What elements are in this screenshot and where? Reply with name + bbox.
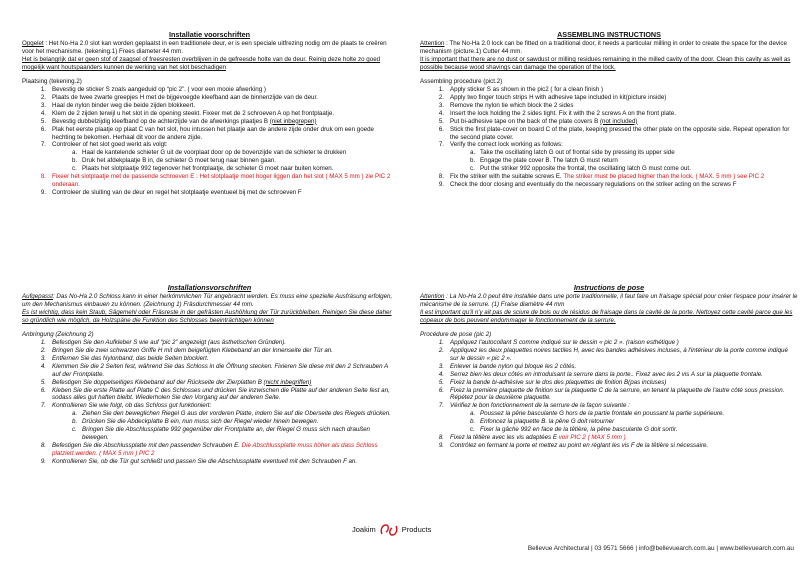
- step-text: Befestigen Sie doppelseitiges Klebeband auf der Rückseite der Zierplatten B: [52, 378, 264, 386]
- logo-text-right: Products: [401, 525, 432, 535]
- step-text: Apply two finger touch strips H with adhesive tape included in kit(picture inside): [450, 93, 667, 101]
- step-item: [40, 125, 397, 142]
- step-number: 2.: [438, 346, 444, 354]
- step-number: 2.: [438, 93, 444, 101]
- step-number: 7.: [438, 141, 444, 149]
- substep-item: [470, 418, 798, 426]
- substep-text: Druk het afdekplaatje B in, de schieter G moet terug naar binnen gaan.: [82, 157, 276, 165]
- step-item: [438, 378, 798, 387]
- substep-letter: c.: [470, 165, 475, 173]
- section-title: ASSEMBLING INSTRUCTIONS: [557, 30, 661, 39]
- substep-text: Poussez la pêne basculante G hors de la partie frontale en poussant la partie supérieure.: [480, 410, 725, 418]
- substep-item: [72, 157, 397, 165]
- step-item: [40, 173, 397, 189]
- step-list: [22, 86, 397, 197]
- substep-letter: b.: [72, 157, 78, 165]
- step-item: [438, 402, 798, 434]
- footer-contact: Bellevue Architectural | 03 9571 5666 | info@bellevuearch.com.au | www.bellevuearch.com.au: [527, 545, 794, 552]
- quadrant-german: [22, 283, 397, 466]
- step-extra: (nicht inbegriffen): [263, 378, 312, 386]
- step-number: 6.: [438, 125, 444, 133]
- step-number: 3.: [438, 101, 444, 109]
- step-number: 4.: [40, 362, 46, 370]
- step-text: Stick the first plate-cover on board C of the plate, keeping pressed the other plate on the opposite side. Repeat operation for the second plate cover.: [450, 125, 790, 141]
- step-item: [40, 141, 397, 173]
- step-text: Appliquez les deux plaquettes noires tactiles H, avec les bandes adhésives incluses, à l'intérieur de la porte comme indiqué sur le dessin « pic 2 ».: [450, 346, 788, 362]
- substep-text: Engage the plate cover B. The latch G must return: [480, 157, 618, 165]
- step-text: Fixez la bande bi-adhésive sur le dos des plaquettes de finition B(pas incluses): [450, 378, 667, 386]
- intro-warning: Het is belangrijk dat er geen stof of zaagsel of freesresten overblijven in de gefreesde holte van de deur. Reinig deze holte zo goed mogelijk want houtspaanders kunnen de werking van het slot beschadigen: [22, 56, 381, 72]
- step-item: [40, 346, 397, 355]
- intro-label: Attention: [420, 293, 445, 301]
- step-number: 9.: [438, 181, 444, 189]
- quadrant-dutch: [22, 30, 397, 197]
- step-item: [438, 386, 798, 403]
- substep-text: Put the striker 992 opposite the frontal, the oscillating latch G must come out.: [480, 165, 691, 173]
- procedure-heading: Assembling procedure (pict.2): [420, 77, 503, 85]
- logo-mark-icon: [379, 523, 399, 537]
- step-item: [40, 189, 397, 197]
- substep-text: Ziehen Sie den beweglichen Riegel G aus der vorderen Platte, indem Sie auf die Oberseite des Riegels drücken.: [82, 410, 391, 418]
- step-text: Plak het eerste plaatje op plaat C van het slot, hou intussen het plaatje aan de andere zijde onder druk om een goede hechting te bekomen. Herhaal dit voor de andere zijde.: [52, 125, 374, 141]
- section-title: Installationsvorschriften: [167, 283, 252, 292]
- step-number: 7.: [438, 402, 444, 410]
- substep-item: [72, 165, 397, 173]
- step-number: 5.: [438, 117, 444, 125]
- intro-paragraph: [420, 40, 798, 56]
- substep-letter: c.: [470, 426, 475, 434]
- intro-text: : La No-Ha 2.0 peut être installée dans une porte traditionnelle, il faut faire un fraisage spécial pour créer l'espace pour insérer le mécanisme de la serrure. (1) Fraise diamètre 44 mm: [420, 293, 798, 309]
- substep-letter: b.: [470, 418, 476, 426]
- step-number: 5.: [40, 378, 46, 386]
- step-text: Fixeer het slotplaatje met de passende schroeven E :: [52, 173, 200, 181]
- step-number: 2.: [40, 93, 46, 101]
- step-item: [438, 173, 798, 181]
- step-number: 7.: [40, 402, 46, 410]
- intro-label: Aufgepasst: [22, 293, 53, 301]
- step-number: 1.: [40, 338, 46, 346]
- substep-text: Plaats het slotplaatje 992 tegenover het frontplaatje, de schieter G moet naar buiten komen.: [82, 165, 334, 173]
- intro-paragraph: [420, 293, 798, 309]
- step-item: [438, 125, 798, 142]
- substep-item: [470, 165, 798, 173]
- intro-text: : The No-Ha 2.0 lock can be fitted on a traditional door, it needs a particular milling in order to create the space for the device mechanism (picture.1) Cutter 44 mm.: [420, 40, 787, 56]
- step-item: [40, 386, 397, 403]
- step-text: Befestigen Sie den Aufkleber S wie auf “pic 2” angezeigt (aus ästhetischen Gründen).: [52, 338, 287, 346]
- step-warning: The striker must be placed higher than the lock. ( MAX. 5 mm ) see PIC 2: [563, 173, 765, 181]
- substep-item: [470, 410, 798, 418]
- section-title: Instructions de pose: [573, 283, 645, 292]
- step-extra: (niet inbegrepen): [269, 117, 317, 125]
- step-text: Controleer de sluiting van de deur en regel het slotplaatje eventueel bij met de schroeven F: [52, 189, 302, 197]
- step-list: [420, 86, 798, 189]
- step-number: 1.: [438, 338, 444, 346]
- step-number: 3.: [40, 354, 46, 362]
- step-text: Kleben Sie die erste Platte auf Platte C des Schlosses und drücken Sie inzwischen die Platte auf der anderen Seite fest an, sodass alles gut haften bleibt. Wiederholen Sie den Vorgang auf der anderen Seite.: [52, 386, 390, 402]
- step-number: 1.: [40, 85, 46, 93]
- step-text: Vérifiez le bon fonctionnement de la serrure de la façon suivante :: [450, 402, 630, 410]
- step-item: [40, 378, 397, 387]
- step-warning: Die Abschlussplatte muss höher als dass Schloss platziert werden. ( MAX 5 mm ) PIC 2: [52, 442, 378, 458]
- substep-letter: a.: [470, 149, 476, 157]
- step-number: 5.: [40, 117, 46, 125]
- step-number: 8.: [438, 173, 444, 181]
- step-number: 6.: [40, 125, 46, 133]
- substep-list: [52, 410, 397, 442]
- quadrant-english: [420, 30, 798, 189]
- substep-text: Fixer la gâche 992 en face de la têtière, la pêne basculante G doit sortir.: [480, 426, 678, 434]
- step-number: 9.: [438, 442, 444, 450]
- step-text: Kontrollieren Sie wie folgt, ob das Schloss gut funktioniert:: [52, 402, 212, 410]
- step-text: Kontrollieren Sie, ob die Tür gut schließt und passen Sie die Abschlussplatte eventuell mit den Schrauben F an.: [52, 457, 358, 465]
- substep-list: [450, 410, 798, 434]
- substep-text: Haal de kantelende schieter G uit de voorplaat door op de bovenzijde van de schieter te drukken: [82, 149, 347, 157]
- step-item: [40, 354, 397, 363]
- substep-list: [450, 149, 798, 173]
- intro-text: : Het No-Ha 2.0 slot kan worden geplaatst in een traditionele deur, er is een speciale uitfrezing nodig om de plaats te creëren voor het mechanisme. (tekening.1) Frees diameter 44 mm.: [22, 40, 387, 56]
- step-text: Fixez la première plaquette de finition sur la plaquette C de la serrure, en tenant la plaquette de l'autre côté sous pression. Répétez pour la deuxième plaquette.: [450, 386, 785, 402]
- intro-warning: Il est important qu'il n'y ait pas de sciure de bois ou de résidus de fraisage dans la cavité de la porte. Nettoyez cette cavité parce que les copeaux de bois peuvent endommager le fonctionnement de la serrure.: [420, 309, 793, 325]
- step-text: Check the door closing and eventually do the necessary regulations on the striker acting on the screws F: [450, 181, 737, 189]
- step-item: [438, 362, 798, 371]
- step-item: [438, 85, 798, 94]
- step-item: [438, 101, 798, 110]
- substep-list: [52, 149, 397, 173]
- substep-item: [72, 410, 397, 418]
- step-text: Put bi-adhesive tape on the back of the plate covers B: [450, 117, 600, 125]
- step-number: 4.: [438, 370, 444, 378]
- step-item: [438, 346, 798, 363]
- step-number: 1.: [438, 85, 444, 93]
- procedure-heading: Plaatsing (tekening.2): [22, 77, 82, 85]
- step-number: 9.: [40, 457, 46, 465]
- step-number: 7.: [40, 141, 46, 149]
- step-number: 3.: [438, 362, 444, 370]
- step-item: [438, 442, 798, 450]
- step-item: [40, 101, 397, 110]
- step-item: [40, 402, 397, 442]
- step-text: Fixez la têtière avec les vis adaptées E: [450, 434, 559, 442]
- brand-logo: [352, 522, 462, 538]
- step-item: [40, 109, 397, 118]
- intro-label: Attention: [420, 40, 445, 48]
- step-number: 8.: [438, 434, 444, 442]
- logo-text-left: Joakim: [352, 525, 376, 535]
- step-text: Enlever la bande nylon qui bloque les 2 côtés.: [450, 362, 577, 370]
- step-list: [22, 339, 397, 466]
- substep-letter: a.: [72, 410, 78, 418]
- substep-letter: c.: [72, 165, 77, 173]
- step-text: Controleer of het slot goed werkt als volgt:: [52, 141, 168, 149]
- step-item: [40, 362, 397, 379]
- step-text: Verify the correct lock working as follows:: [450, 141, 563, 149]
- step-number: 6.: [40, 386, 46, 394]
- step-text: Appliquez l'autocollant S comme indiqué sur le dessin « pic 2 ». (raison esthétique ): [450, 338, 679, 346]
- step-item: [438, 338, 798, 347]
- intro-text: : Das No-Ha 2.0 Schloss kann in einer herkömmlichen Tür angebracht werden. Es muss eine spezielle Ausfräsung erfolgen, um den Mechanismus einbauen zu können. (Zeichnung 1) Fräsdurchmesser 44 mm.: [22, 293, 393, 309]
- substep-item: [72, 149, 397, 157]
- substep-item: [470, 157, 798, 165]
- intro-label: Opgelet: [22, 40, 44, 48]
- intro-paragraph: [22, 293, 397, 309]
- step-item: [40, 457, 397, 466]
- step-item: [40, 442, 397, 458]
- step-text: Apply sticker S as shown in the pic2 ( for a clean finish ): [450, 85, 604, 93]
- step-number: 4.: [438, 109, 444, 117]
- step-text: Plaats de twee zwarte greepjes H met de bijgevoegde kleefband aan de binnenzijde van de deur.: [52, 93, 318, 101]
- substep-item: [72, 418, 397, 426]
- step-item: [438, 141, 798, 173]
- step-list: [420, 339, 798, 450]
- intro-warning: It is important that there are no dust or sawdust or milling residues remaining in the milled cavity of the door. Clean this cavity as well as possible because wood shavings can damage the operation of the lock.: [420, 56, 791, 72]
- step-text: Insert the lock holding the 2 sides tight. Fix it with the 2 screws A on the front plate.: [450, 109, 676, 117]
- step-number: 6.: [438, 386, 444, 394]
- step-warning: Het slotplaatje moet hoger liggen dan het slot ( MAX 5 mm ) zie PIC 2 onderaan.: [52, 173, 391, 189]
- substep-letter: b.: [470, 157, 476, 165]
- step-number: 8.: [40, 173, 46, 181]
- intro-paragraph: [22, 40, 397, 56]
- step-text: Befestigen Sie die Abschlussplatte mit den passenden Schrauben E.: [52, 442, 242, 450]
- step-item: [40, 93, 397, 102]
- step-number: 4.: [40, 109, 46, 117]
- intro-warning: Es ist wichtig, dass kein Staub, Sägemehl oder Fräsreste in der gefrästen Aushöhlung der Tür zurückbleiben. Reinigen Sie diese daher so gründlich wie möglich, da Holzspäne die Funktion des Schlosses beeinträchtigen können: [22, 309, 392, 325]
- step-item: [40, 117, 397, 126]
- substep-item: [470, 426, 798, 434]
- substep-text: Bringen Sie die Abschlussplatte 992 gegenüber der Frontplatte an, der Riegel G muss sich nach draußen bewegen.: [82, 426, 371, 442]
- step-item: [40, 338, 397, 347]
- substep-letter: c.: [72, 426, 77, 434]
- step-extra: (not included): [599, 117, 638, 125]
- step-number: 5.: [438, 378, 444, 386]
- section-title: Installatie voorschriften: [168, 30, 251, 39]
- substep-item: [72, 426, 397, 442]
- step-item: [438, 109, 798, 118]
- step-item: [438, 370, 798, 379]
- step-text: Bringen Sie die zwei schwarzen Griffe H mit dem beigefügten Klebeband an der Innenseite der Tür an.: [52, 346, 334, 354]
- step-number: 3.: [40, 101, 46, 109]
- substep-text: Take the oscillating latch G out of frontal side by pressing its upper side: [480, 149, 675, 157]
- step-item: [438, 93, 798, 102]
- substep-letter: a.: [470, 410, 476, 418]
- substep-item: [470, 149, 798, 157]
- step-warning: voir PIC 2 ( MAX 5 mm ): [558, 434, 626, 442]
- step-item: [438, 434, 798, 442]
- step-text: Klemmen Sie die 2 Seiten fest, während Sie das Schloss in die Öffnung stecken. Fixieren Sie diese mit den 2 Schrauben A auf der Frontplatte.: [52, 362, 388, 378]
- step-text: Bevestig dubbelzijdig kleefband op de achterzijde van de afwerkings plaatjes B: [52, 117, 270, 125]
- step-text: Bevestig de sticker S zoals aangeduid op “pic 2”. ( voor een mooie afwerking ): [52, 85, 266, 93]
- step-item: [438, 117, 798, 126]
- step-text: Haal de nylon binder weg die beide zijden blokkeert.: [52, 101, 196, 109]
- quadrant-french: [420, 283, 798, 450]
- procedure-heading: Anbringung (Zeichnung 2): [22, 330, 94, 338]
- step-text: Entfernen Sie das Nylonband, das beide Seiten blockiert.: [52, 354, 209, 362]
- step-item: [40, 85, 397, 94]
- step-text: Klem de 2 zijden terwijl u het slot in de opening steekt. Fixeer met de 2 schroeven A op het frontplaatje.: [52, 109, 335, 117]
- step-text: Serrez bien les deux côtés en introduisant la serrure dans la porte.. Fixez avec les 2 vis A sur la plaquette frontale.: [450, 370, 763, 378]
- step-text: Remove the nylon tie which block the 2 sides: [450, 101, 574, 109]
- procedure-heading: Procédure de pose (pic 2): [420, 330, 492, 338]
- step-text: Contrôlez en fermant la porte et mettez au point en réglant les vis F de la têtière si nécessaire.: [450, 442, 709, 450]
- substep-text: Drücken Sie die Abdeckplatte B ein, nun muss sich der Riegel wieder hinein bewegen.: [82, 418, 319, 426]
- step-number: 2.: [40, 346, 46, 354]
- step-number: 9.: [40, 189, 46, 197]
- step-number: 8.: [40, 442, 46, 450]
- step-text: Fix the striker with the suitable screws E.: [450, 173, 564, 181]
- substep-text: Enfoncez la plaquette B. la pêne G doit retourner: [480, 418, 615, 426]
- step-item: [438, 181, 798, 189]
- substep-letter: b.: [72, 418, 78, 426]
- substep-letter: a.: [72, 149, 78, 157]
